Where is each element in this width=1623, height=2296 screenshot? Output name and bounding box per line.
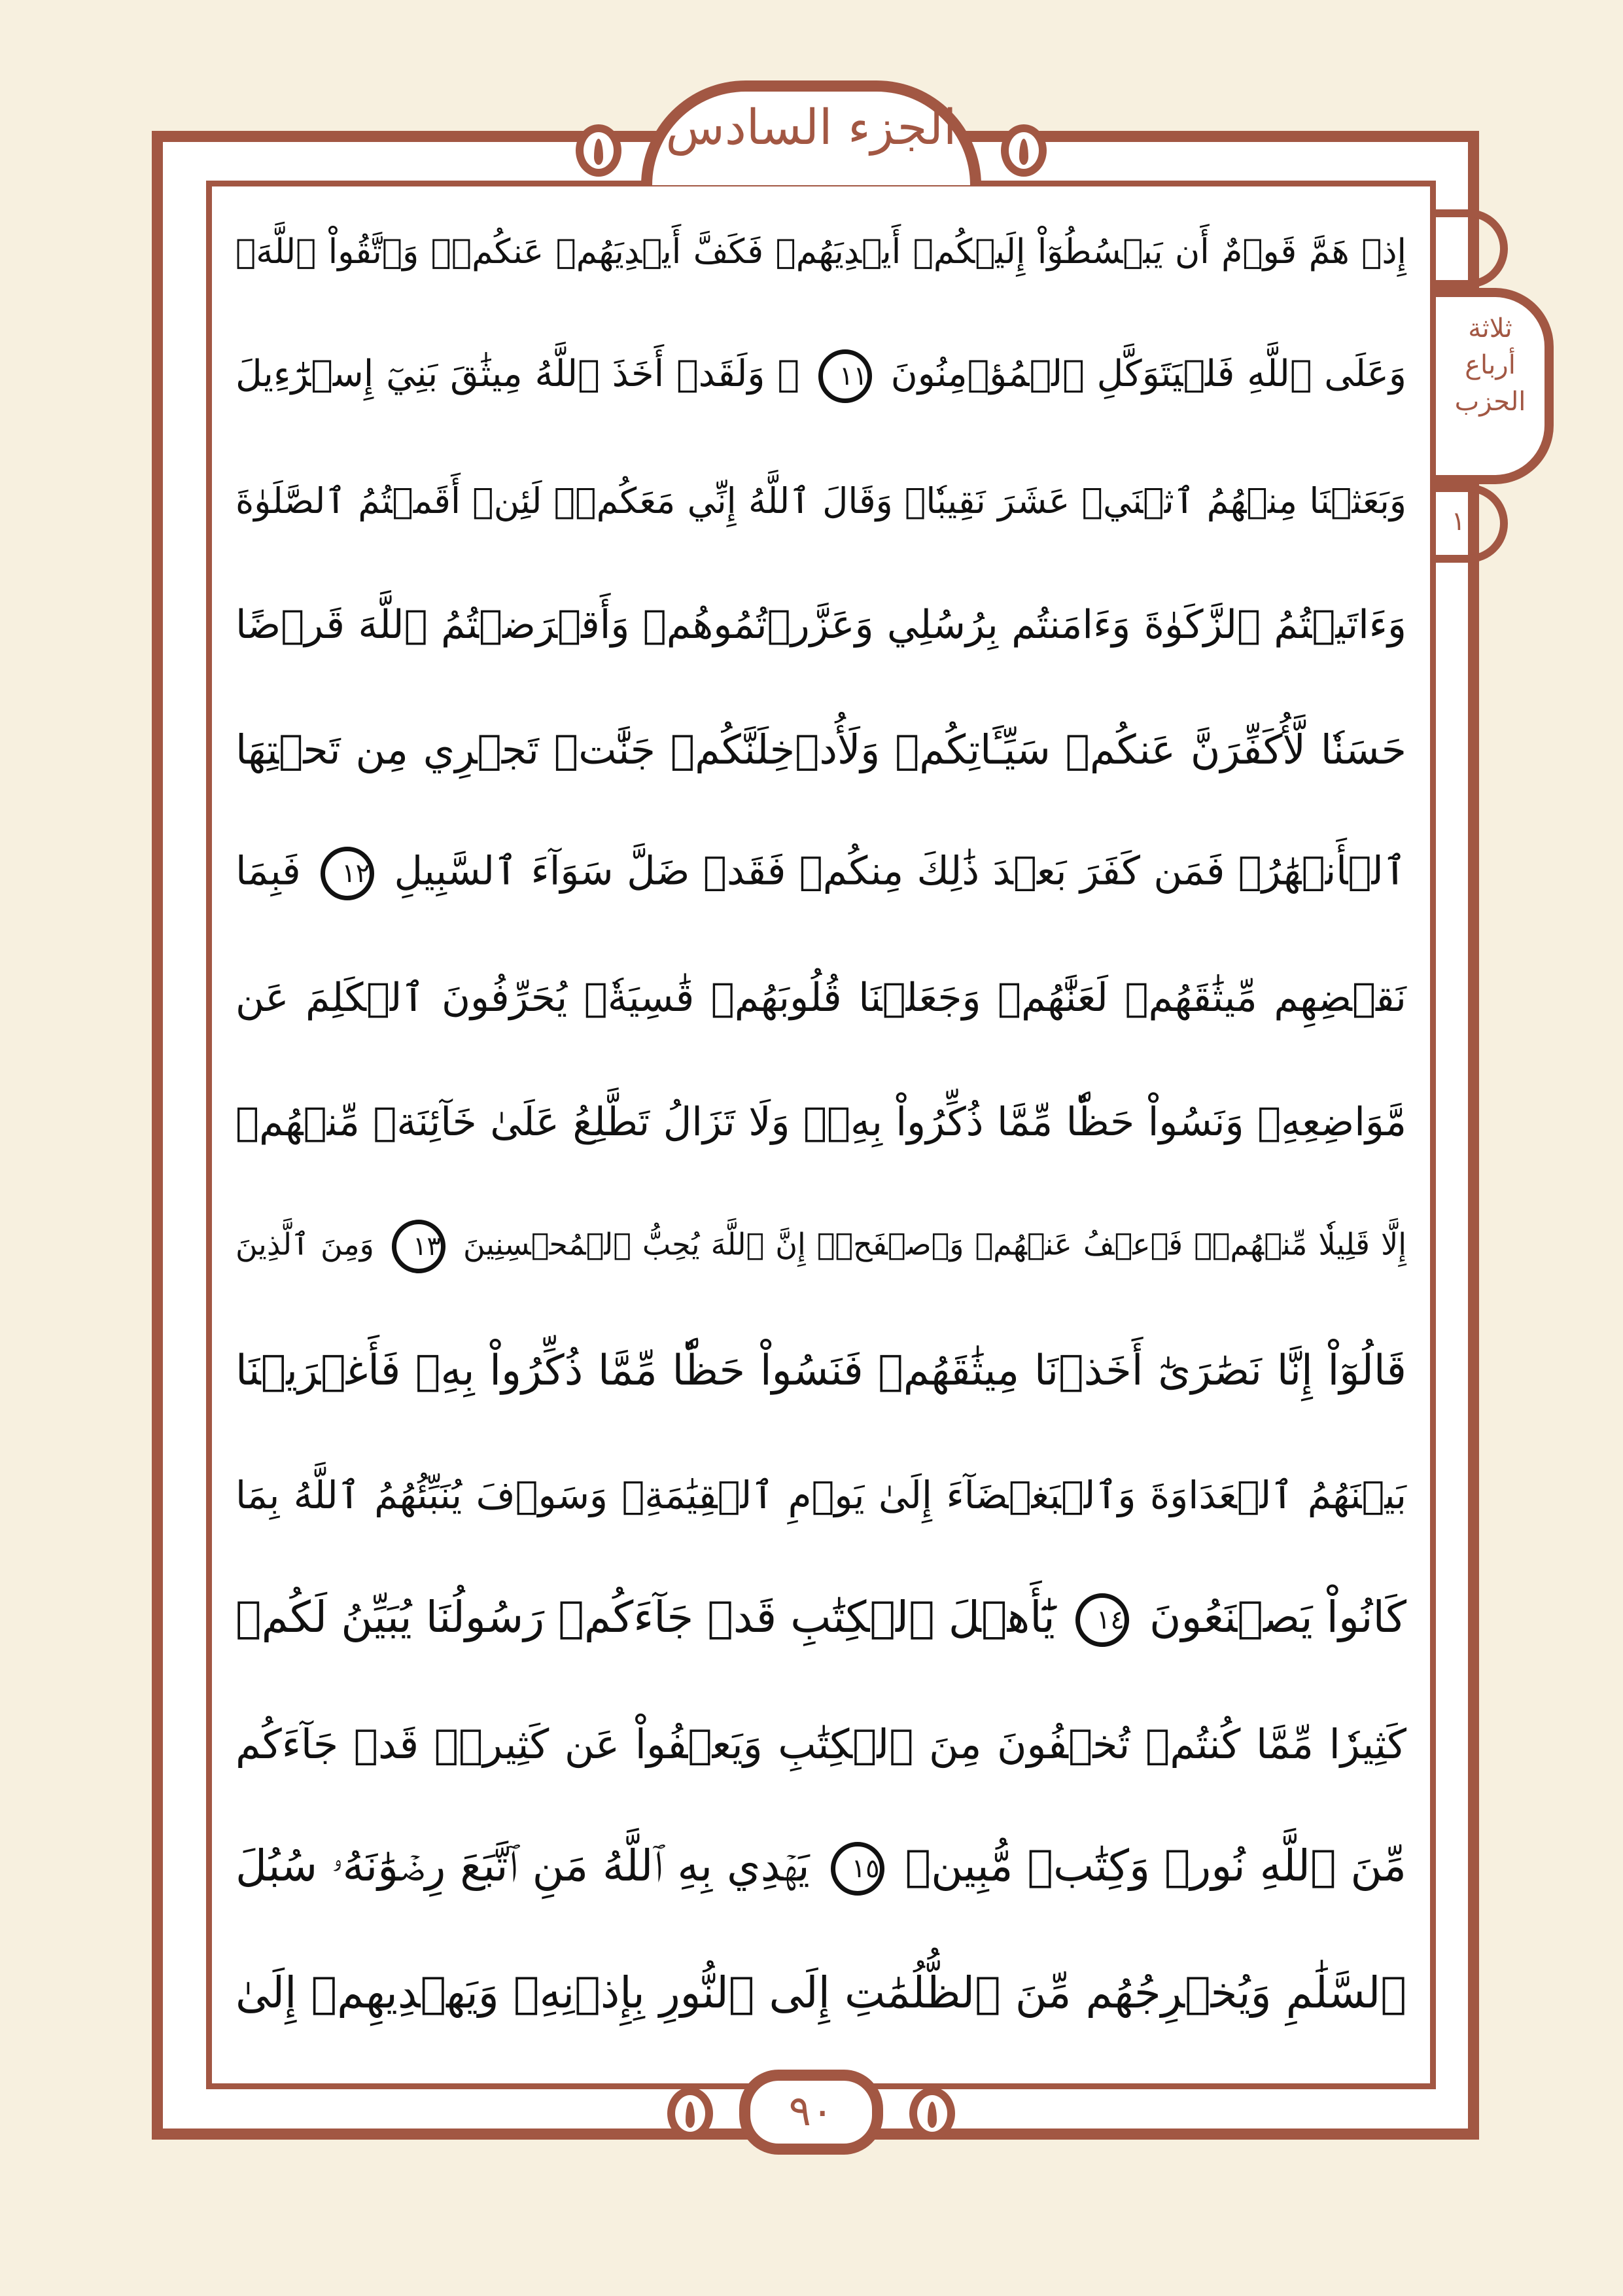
text-line: [236, 1067, 1406, 1178]
line-content: [236, 349, 1406, 403]
line-content: [236, 480, 1406, 521]
hizb-quarter-label: ثلاثة أرباع الحزب: [1454, 313, 1526, 417]
header-right-ornament: [1001, 124, 1047, 177]
verse-text: كَثِيرٗا مِّمَّا كُنتُمۡ تُخۡفُونَ مِنَ ٱلۡكِتَٰبِ وَيَعۡفُواْ عَن كَثِيرٖۚ قَدۡ جَآءَكُم: [236, 1720, 1406, 1768]
line-content: [236, 726, 1406, 773]
line-content: [236, 1720, 1406, 1768]
page-number-cartouche: [739, 2070, 883, 2155]
line-content: [236, 1841, 1406, 1896]
text-line: [236, 196, 1406, 308]
footer-left-ornament: [667, 2087, 713, 2140]
hizb-number: ١١: [1451, 506, 1480, 537]
verse-text: بَيۡنَهُمُ ٱلۡعَدَاوَةَ وَٱلۡبَغۡضَآءَ إِلَىٰ يَوۡمِ ٱلۡقِيَٰمَةِۚ وَسَوۡفَ يُنَبِّئُهُمُ ٱللَّهُ بِمَا: [236, 1473, 1406, 1517]
juz-title: الجزء السادس: [665, 99, 957, 156]
line-content: [236, 232, 1406, 272]
verse-text-continued: يَٰٓأَهۡلَ ٱلۡكِتَٰبِ قَدۡ جَآءَكُمۡ رَسُولُنَا يُبَيِّنُ لَكُمۡ: [236, 1592, 1055, 1643]
verse-text: وَبَعَثۡنَا مِنۡهُمُ ٱثۡنَيۡ عَشَرَ نَقِيبٗاۖ وَقَالَ ٱللَّهُ إِنِّي مَعَكُمۡۖ لَئِنۡ أَقَمۡتُمُ ٱلصَّلَوٰةَ: [236, 480, 1406, 521]
ayah-number-marker: ١١: [818, 349, 872, 403]
verse-text-continued: فَبِمَا: [236, 848, 301, 894]
line-content: [236, 1968, 1406, 2018]
line-content: [236, 1220, 1406, 1273]
side-marker-bottom-ornament: [1436, 484, 1508, 563]
text-line: [236, 321, 1406, 432]
verse-text: وَءَاتَيۡتُمُ ٱلزَّكَوٰةَ وَءَامَنتُم بِرُسُلِي وَعَزَّرۡتُمُوهُمۡ وَأَقۡرَضۡتُمُ ٱللَّهَ قَرۡضًا: [236, 602, 1406, 648]
ayah-number-marker: ١٣: [392, 1220, 445, 1273]
hizb-quarter-marker: [1436, 288, 1554, 484]
ayah-number-marker: ١٥: [831, 1842, 884, 1896]
verse-text: وَعَلَى ٱللَّهِ فَلۡيَتَوَكَّلِ ٱلۡمُؤۡمِنُونَ: [890, 353, 1406, 396]
text-line: [236, 1564, 1406, 1675]
text-line: [236, 1688, 1406, 1799]
verse-text: ٱلسَّلَٰمِ وَيُخۡرِجُهُم مِّنَ ٱلظُّلُمَٰتِ إِلَى ٱلنُّورِ بِإِذۡنِهِۦ وَيَهۡدِيهِمۡ إِلَىٰ: [236, 1967, 1406, 2018]
header-left-ornament: [576, 124, 621, 177]
text-line: [236, 818, 1406, 929]
verse-text: مِّنَ ٱللَّهِ نُورٞ وَكِتَٰبٞ مُّبِينٞ: [905, 1841, 1406, 1892]
text-line: [236, 1812, 1406, 1924]
verse-text: قَالُوٓاْ إِنَّا نَصَٰرَىٰٓ أَخَذۡنَا مِيثَٰقَهُمۡ فَنَسُواْ حَظّٗا مِّمَّا ذُكِّرُواْ بِهِۦ فَأَغۡرَيۡنَا: [236, 1347, 1406, 1395]
line-content: [236, 1473, 1406, 1517]
line-content: [236, 1347, 1406, 1395]
verse-text-continued: وَمِنَ ٱلَّذِينَ: [236, 1226, 374, 1262]
verse-text: حَسَنٗا لَّأُكَفِّرَنَّ عَنكُمۡ سَيِّـَٔاتِكُمۡ وَلَأُدۡخِلَنَّكُمۡ جَنَّٰتٖ تَجۡرِي مِن تَحۡتِهَا: [236, 725, 1406, 773]
verse-text: كَانُواْ يَصۡنَعُونَ: [1149, 1592, 1407, 1643]
quran-text-block: [236, 196, 1406, 2081]
verse-text: مَّوَاضِعِهِۦ وَنَسُواْ حَظّٗا مِّمَّا ذُكِّرُواْ بِهِۦۚ وَلَا تَزَالُ تَطَّلِعُ عَلَىٰ خَآئِنَةٖ مِّنۡهُمۡ: [236, 1099, 1406, 1145]
line-content: [236, 1099, 1406, 1145]
ayah-number-marker: ١٤: [1075, 1593, 1129, 1647]
text-line: [236, 694, 1406, 805]
line-content: [236, 975, 1406, 1021]
text-line: [236, 942, 1406, 1053]
verse-text: نَقۡضِهِم مِّيثَٰقَهُمۡ لَعَنَّٰهُمۡ وَجَعَلۡنَا قُلُوبَهُمۡ قَٰسِيَةٗۖ يُحَرِّفُونَ ٱلۡكَلِمَ عَن: [236, 975, 1406, 1021]
verse-text-continued: ۞ وَلَقَدۡ أَخَذَ ٱللَّهُ مِيثَٰقَ بَنِيٓ إِسۡرَٰٓءِيلَ: [236, 353, 799, 396]
verse-text: إِلَّا قَلِيلٗا مِّنۡهُمۡۖ فَٱعۡفُ عَنۡهُمۡ وَٱصۡفَحۡۚ إِنَّ ٱللَّهَ يُحِبُّ ٱلۡمُحۡسِنِينَ: [462, 1226, 1406, 1262]
text-line: [236, 445, 1406, 556]
line-content: [236, 602, 1406, 648]
juz-header-cartouche: [641, 80, 981, 185]
side-marker-top-ornament: [1436, 209, 1508, 288]
line-content: [236, 1592, 1406, 1647]
footer-right-ornament: [909, 2087, 955, 2140]
verse-text: إِذۡ هَمَّ قَوۡمٌ أَن يَبۡسُطُوٓاْ إِلَيۡكُمۡ أَيۡدِيَهُمۡ فَكَفَّ أَيۡدِيَهُمۡ عَنكُمۡۖ وَٱتَّقُواْ ٱللَّهَۚ: [236, 232, 1406, 272]
verse-text: ٱلۡأَنۡهَٰرُۚ فَمَن كَفَرَ بَعۡدَ ذَٰلِكَ مِنكُمۡ فَقَدۡ ضَلَّ سَوَآءَ ٱلسَّبِيلِ: [394, 848, 1406, 894]
text-line: [236, 1315, 1406, 1426]
ayah-number-marker: ١٢: [321, 847, 374, 900]
text-line: [236, 1937, 1406, 2048]
text-line: [236, 1439, 1406, 1551]
text-line: [236, 1191, 1406, 1302]
text-line: [236, 569, 1406, 680]
verse-text-continued: يَهۡدِي بِهِ ٱللَّهُ مَنِ ٱتَّبَعَ رِضۡوَٰنَهُۥ سُبُلَ: [236, 1841, 810, 1892]
page-number: ٩٠: [788, 2087, 834, 2136]
line-content: [236, 847, 1406, 900]
